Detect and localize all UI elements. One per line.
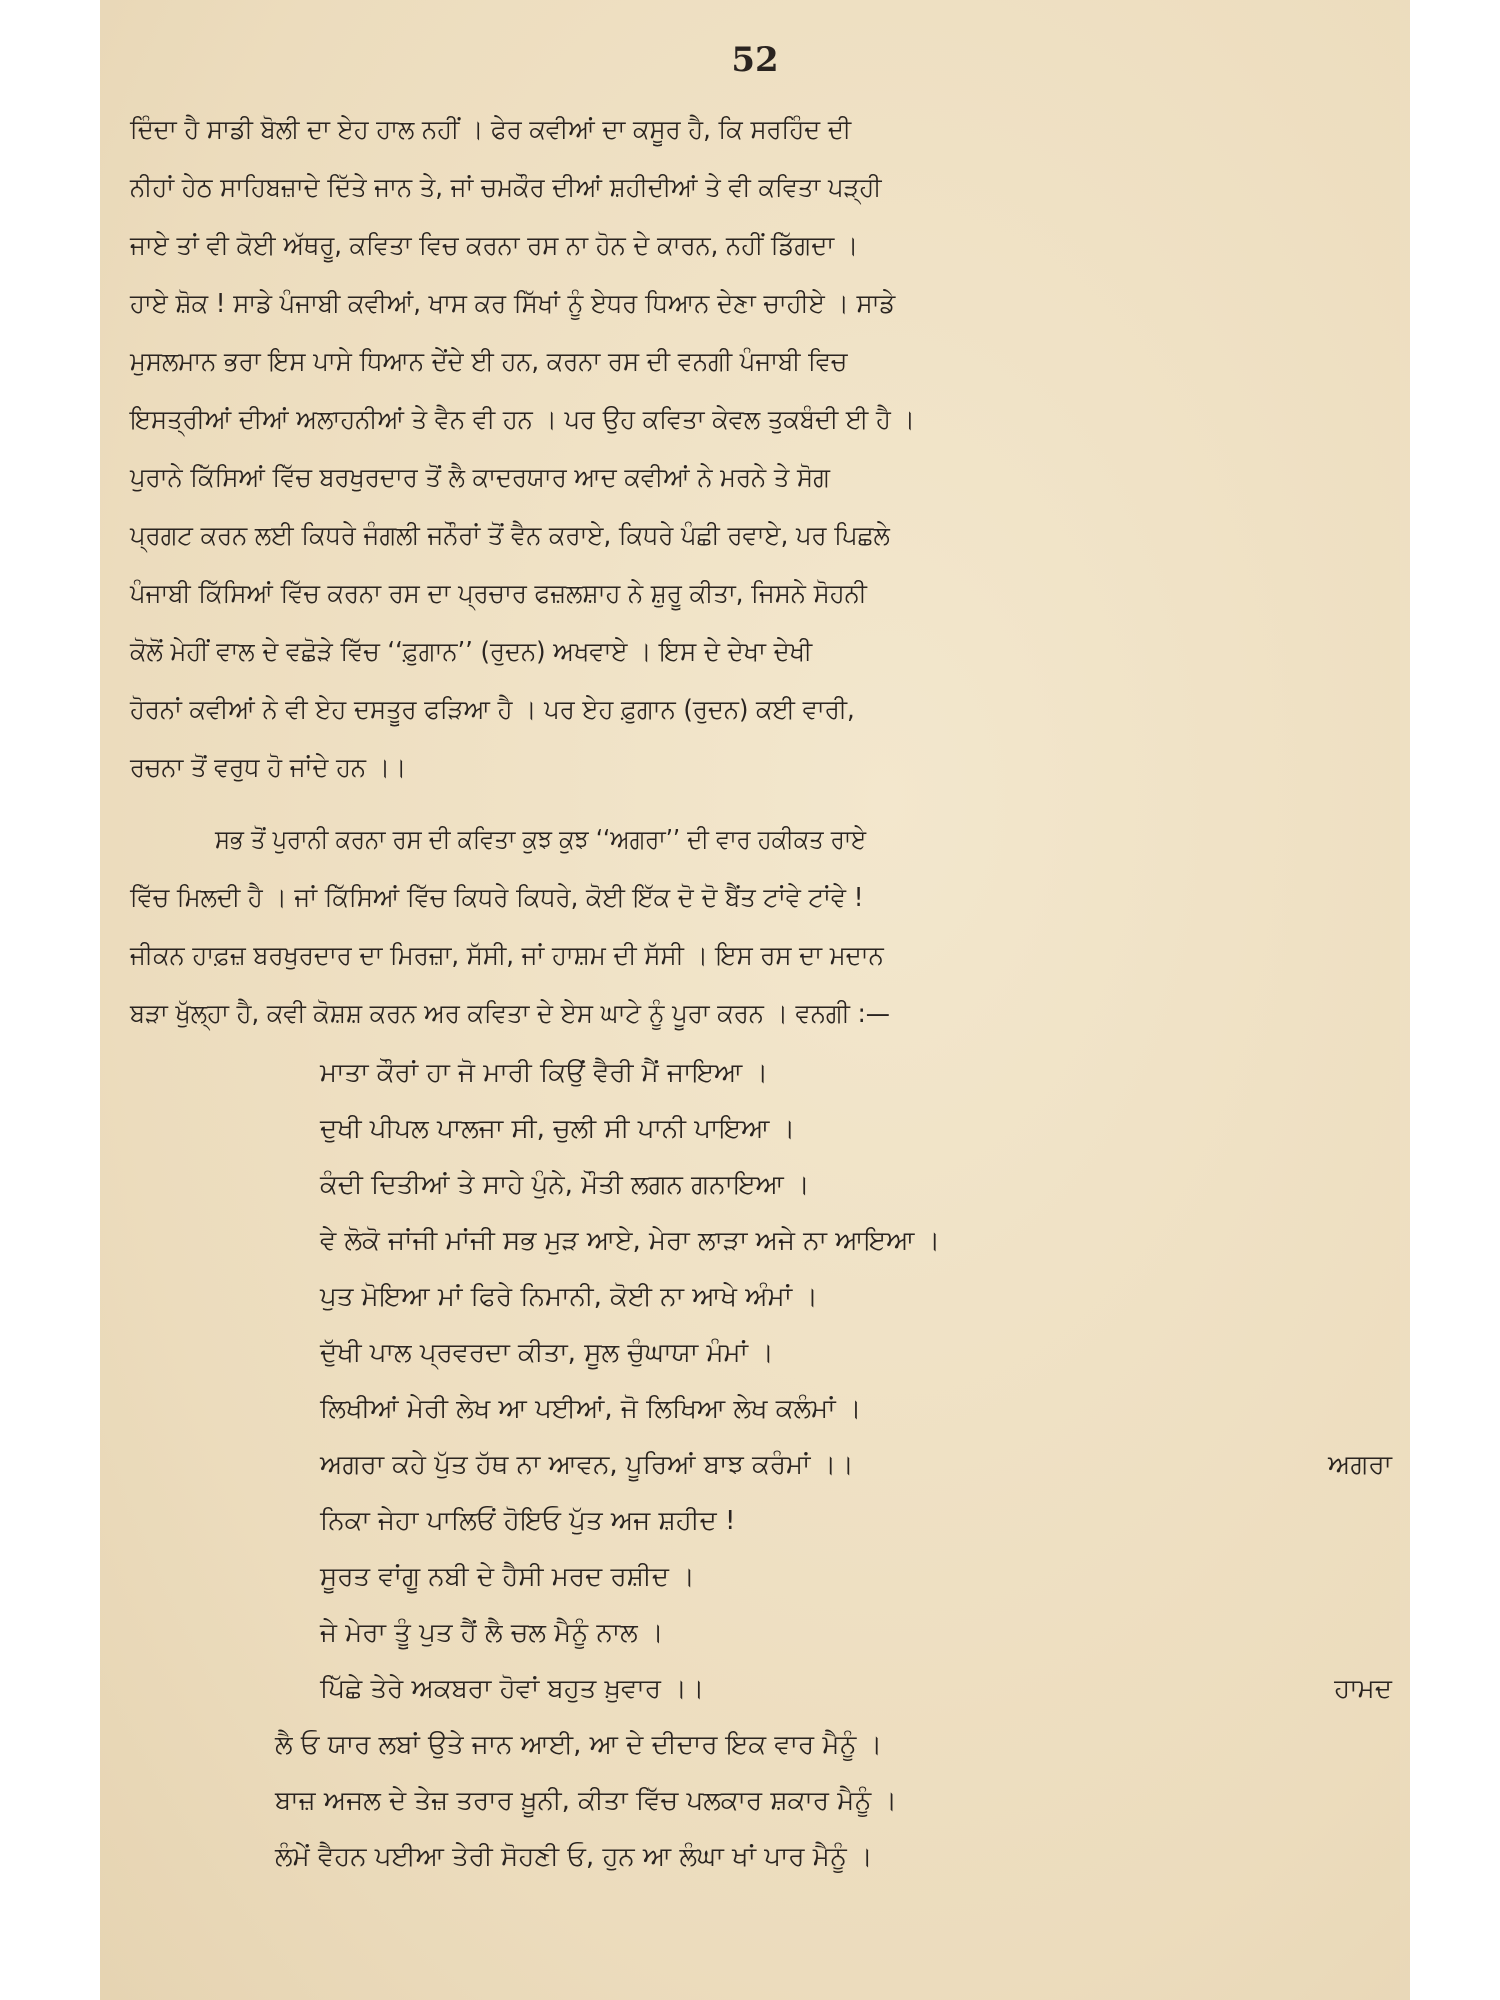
verse-line: ਜੇ ਮੇਰਾ ਤੂੰ ਪੁਤ ਹੈਂ ਲੈ ਚਲ ਮੈਨੂੰ ਨਾਲ । bbox=[320, 1618, 664, 1648]
page-number: 52 bbox=[731, 40, 779, 80]
prose-line: ਪੁਰਾਨੇ ਕਿੱਸਿਆਂ ਵਿੱਚ ਬਰਖੁਰਦਾਰ ਤੋਂ ਲੈ ਕਾਦਰਯਾਰ ਆਦ ਕਵੀਆਂ ਨੇ ਮਰਨੇ ਤੇ ਸੋਗ bbox=[130, 463, 830, 493]
verse-line: ਮਾਤਾ ਕੌਰਾਂ ਹਾ ਜੋ ਮਾਰੀ ਕਿਉਂ ਵੈਰੀ ਮੈਂ ਜਾਇਆ । bbox=[320, 1058, 769, 1088]
verse-line: ਦੁਖੀ ਪੀਪਲ ਪਾਲਜਾ ਸੀ, ਚੁਲੀ ਸੀ ਪਾਨੀ ਪਾਇਆ । bbox=[320, 1114, 796, 1144]
prose-line: ਸਭ ਤੋਂ ਪੁਰਾਨੀ ਕਰਨਾ ਰਸ ਦੀ ਕਵਿਤਾ ਕੁਝ ਕੁਝ ‘‘ਅਗਰਾ’’ ਦੀ ਵਾਰ ਹਕੀਕਤ ਰਾਏ bbox=[215, 825, 867, 855]
prose-line: ਹਾਏ ਸ਼ੋਕ ! ਸਾਡੇ ਪੰਜਾਬੀ ਕਵੀਆਂ, ਖਾਸ ਕਰ ਸਿੱਖਾਂ ਨੂੰ ਏਧਰ ਧਿਆਨ ਦੇਣਾ ਚਾਹੀਏ । ਸਾਡੇ bbox=[130, 289, 896, 319]
prose-line: ਹੋਰਨਾਂ ਕਵੀਆਂ ਨੇ ਵੀ ਏਹ ਦਸਤੂਰ ਫੜਿਆ ਹੈ । ਪਰ ਏਹ ਫ਼ੁਗਾਨ (ਰੁਦਨ) ਕਈ ਵਾਰੀ, bbox=[130, 695, 855, 725]
prose-line: ਜਾਏ ਤਾਂ ਵੀ ਕੋਈ ਅੱਥਰੂ, ਕਵਿਤਾ ਵਿਚ ਕਰਨਾ ਰਸ ਨਾ ਹੋਨ ਦੇ ਕਾਰਨ, ਨਹੀਂ ਡਿੱਗਦਾ । bbox=[130, 231, 859, 261]
prose-line: ਨੀਹਾਂ ਹੇਠ ਸਾਹਿਬਜ਼ਾਦੇ ਦਿੱਤੇ ਜਾਨ ਤੇ, ਜਾਂ ਚਮਕੌਰ ਦੀਆਂ ਸ਼ਹੀਦੀਆਂ ਤੇ ਵੀ ਕਵਿਤਾ ਪੜ੍ਹੀ bbox=[130, 173, 882, 203]
book-page bbox=[100, 0, 1410, 2000]
poet-label-agra: ਅਗਰਾ bbox=[1327, 1450, 1392, 1480]
prose-line: ਦਿੰਦਾ ਹੈ ਸਾਡੀ ਬੋਲੀ ਦਾ ਏਹ ਹਾਲ ਨਹੀਂ । ਫੇਰ ਕਵੀਆਂ ਦਾ ਕਸੂਰ ਹੈ, ਕਿ ਸਰਹਿੰਦ ਦੀ bbox=[130, 115, 852, 145]
prose-line: ਕੋਲੋਂ ਮੇਹੀਂ ਵਾਲ ਦੇ ਵਛੋੜੇ ਵਿੱਚ ‘‘ਫ਼ੁਗਾਨ’’ (ਰੁਦਨ) ਅਖਵਾਏ । ਇਸ ਦੇ ਦੇਖਾ ਦੇਖੀ bbox=[130, 637, 813, 667]
verse-line: ਲੈ ਓ ਯਾਰ ਲਬਾਂ ਉਤੇ ਜਾਨ ਆਈ, ਆ ਦੇ ਦੀਦਾਰ ਇਕ ਵਾਰ ਮੈਨੂੰ । bbox=[275, 1730, 883, 1760]
verse-line: ਸੂਰਤ ਵਾਂਗੂ ਨਬੀ ਦੇ ਹੈਸੀ ਮਰਦ ਰਸ਼ੀਦ । bbox=[320, 1562, 695, 1592]
prose-line: ਜੀਕਨ ਹਾਫ਼ਜ਼ ਬਰਖੁਰਦਾਰ ਦਾ ਮਿਰਜ਼ਾ, ਸੱਸੀ, ਜਾਂ ਹਾਸ਼ਮ ਦੀ ਸੱਸੀ । ਇਸ ਰਸ ਦਾ ਮਦਾਨ bbox=[130, 941, 884, 971]
prose-line: ਰਚਨਾ ਤੋਂ ਵਰੁਧ ਹੋ ਜਾਂਦੇ ਹਨ ।। bbox=[130, 753, 407, 783]
verse-line: ਪੁਤ ਮੋਇਆ ਮਾਂ ਫਿਰੇ ਨਿਮਾਨੀ, ਕੋਈ ਨਾ ਆਖੇ ਅੰਮਾਂ । bbox=[320, 1282, 818, 1312]
verse-line: ਬਾਜ਼ ਅਜਲ ਦੇ ਤੇਜ਼ ਤਰਾਰ ਖ਼ੂਨੀ, ਕੀਤਾ ਵਿੱਚ ਪਲਕਾਰ ਸ਼ਕਾਰ ਮੈਨੂੰ । bbox=[275, 1786, 898, 1816]
verse-line: ਲੰਮੇਂ ਵੈਹਨ ਪਈਆ ਤੇਰੀ ਸੋਹਣੀ ਓ, ਹੁਨ ਆ ਲੰਘਾ ਖਾਂ ਪਾਰ ਮੈਨੂੰ । bbox=[275, 1842, 873, 1872]
verse-line: ਵੇ ਲੋਕੋ ਜਾਂਜੀ ਮਾਂਜੀ ਸਭ ਮੁੜ ਆਏ, ਮੇਰਾ ਲਾੜਾ ਅਜੇ ਨਾ ਆਇਆ । bbox=[320, 1226, 941, 1256]
verse-line: ਕੰਦੀ ਦਿਤੀਆਂ ਤੇ ਸਾਹੇ ਪੁੰਨੇ, ਮੌਤੀ ਲਗਨ ਗਨਾਇਆ । bbox=[320, 1170, 810, 1200]
prose-line: ਪ੍ਰਗਟ ਕਰਨ ਲਈ ਕਿਧਰੇ ਜੰਗਲੀ ਜਨੌਰਾਂ ਤੋਂ ਵੈਨ ਕਰਾਏ, ਕਿਧਰੇ ਪੰਛੀ ਰਵਾਏ, ਪਰ ਪਿਛਲੇ bbox=[130, 521, 890, 551]
prose-line: ਬੜਾ ਖੁੱਲ੍ਹਾ ਹੈ, ਕਵੀ ਕੋਸ਼ਸ਼ ਕਰਨ ਅਰ ਕਵਿਤਾ ਦੇ ਏਸ ਘਾਟੇ ਨੂੰ ਪੂਰਾ ਕਰਨ । ਵਨਗੀ :— bbox=[130, 999, 890, 1029]
verse-line: ਅਗਰਾ ਕਹੇ ਪੁੱਤ ਹੱਥ ਨਾ ਆਵਨ, ਪੂਰਿਆਂ ਬਾਝ ਕਰੰਮਾਂ ।। bbox=[320, 1450, 854, 1480]
poet-label-hamda: ਹਾਮਦ bbox=[1334, 1674, 1392, 1704]
verse-line: ਲਿਖੀਆਂ ਮੇਰੀ ਲੇਖ ਆ ਪਈਆਂ, ਜੋ ਲਿਖਿਆ ਲੇਖ ਕਲੰਮਾਂ । bbox=[320, 1394, 862, 1424]
prose-line: ਇਸਤ੍ਰੀਆਂ ਦੀਆਂ ਅਲਾਹਨੀਆਂ ਤੇ ਵੈਨ ਵੀ ਹਨ । ਪਰ ਉਹ ਕਵਿਤਾ ਕੇਵਲ ਤੁਕਬੰਦੀ ਈ ਹੈ । bbox=[130, 405, 915, 435]
prose-line: ਮੁਸਲਮਾਨ ਭਰਾ ਇਸ ਪਾਸੇ ਧਿਆਨ ਦੇਂਦੇ ਈ ਹਨ, ਕਰਨਾ ਰਸ ਦੀ ਵਨਗੀ ਪੰਜਾਬੀ ਵਿਚ bbox=[130, 347, 848, 377]
verse-line: ਨਿਕਾ ਜੇਹਾ ਪਾਲਿਓਂ ਹੋਇਓ ਪੁੱਤ ਅਜ ਸ਼ਹੀਦ ! bbox=[320, 1506, 736, 1536]
prose-line: ਪੰਜਾਬੀ ਕਿੱਸਿਆਂ ਵਿੱਚ ਕਰਨਾ ਰਸ ਦਾ ਪ੍ਰਚਾਰ ਫਜ਼ਲਸ਼ਾਹ ਨੇ ਸ਼ੁਰੂ ਕੀਤਾ, ਜਿਸਨੇ ਸੋਹਨੀ bbox=[130, 579, 867, 609]
verse-line: ਦੁੱਖੀ ਪਾਲ ਪ੍ਰਵਰਦਾ ਕੀਤਾ, ਸੂਲ ਚੁੰਘਾਯਾ ਮੰਮਾਂ । bbox=[320, 1338, 774, 1368]
verse-line: ਪਿੱਛੇ ਤੇਰੇ ਅਕਬਰਾ ਹੋਵਾਂ ਬਹੁਤ ਖ਼ੁਵਾਰ ।। bbox=[320, 1674, 705, 1704]
prose-line: ਵਿੱਚ ਮਿਲਦੀ ਹੈ । ਜਾਂ ਕਿੱਸਿਆਂ ਵਿੱਚ ਕਿਧਰੇ ਕਿਧਰੇ, ਕੋਈ ਇੱਕ ਦੋ ਦੋ ਬੈਂਤ ਟਾਂਵੇ ਟਾਂਵੇ ! bbox=[130, 883, 864, 913]
